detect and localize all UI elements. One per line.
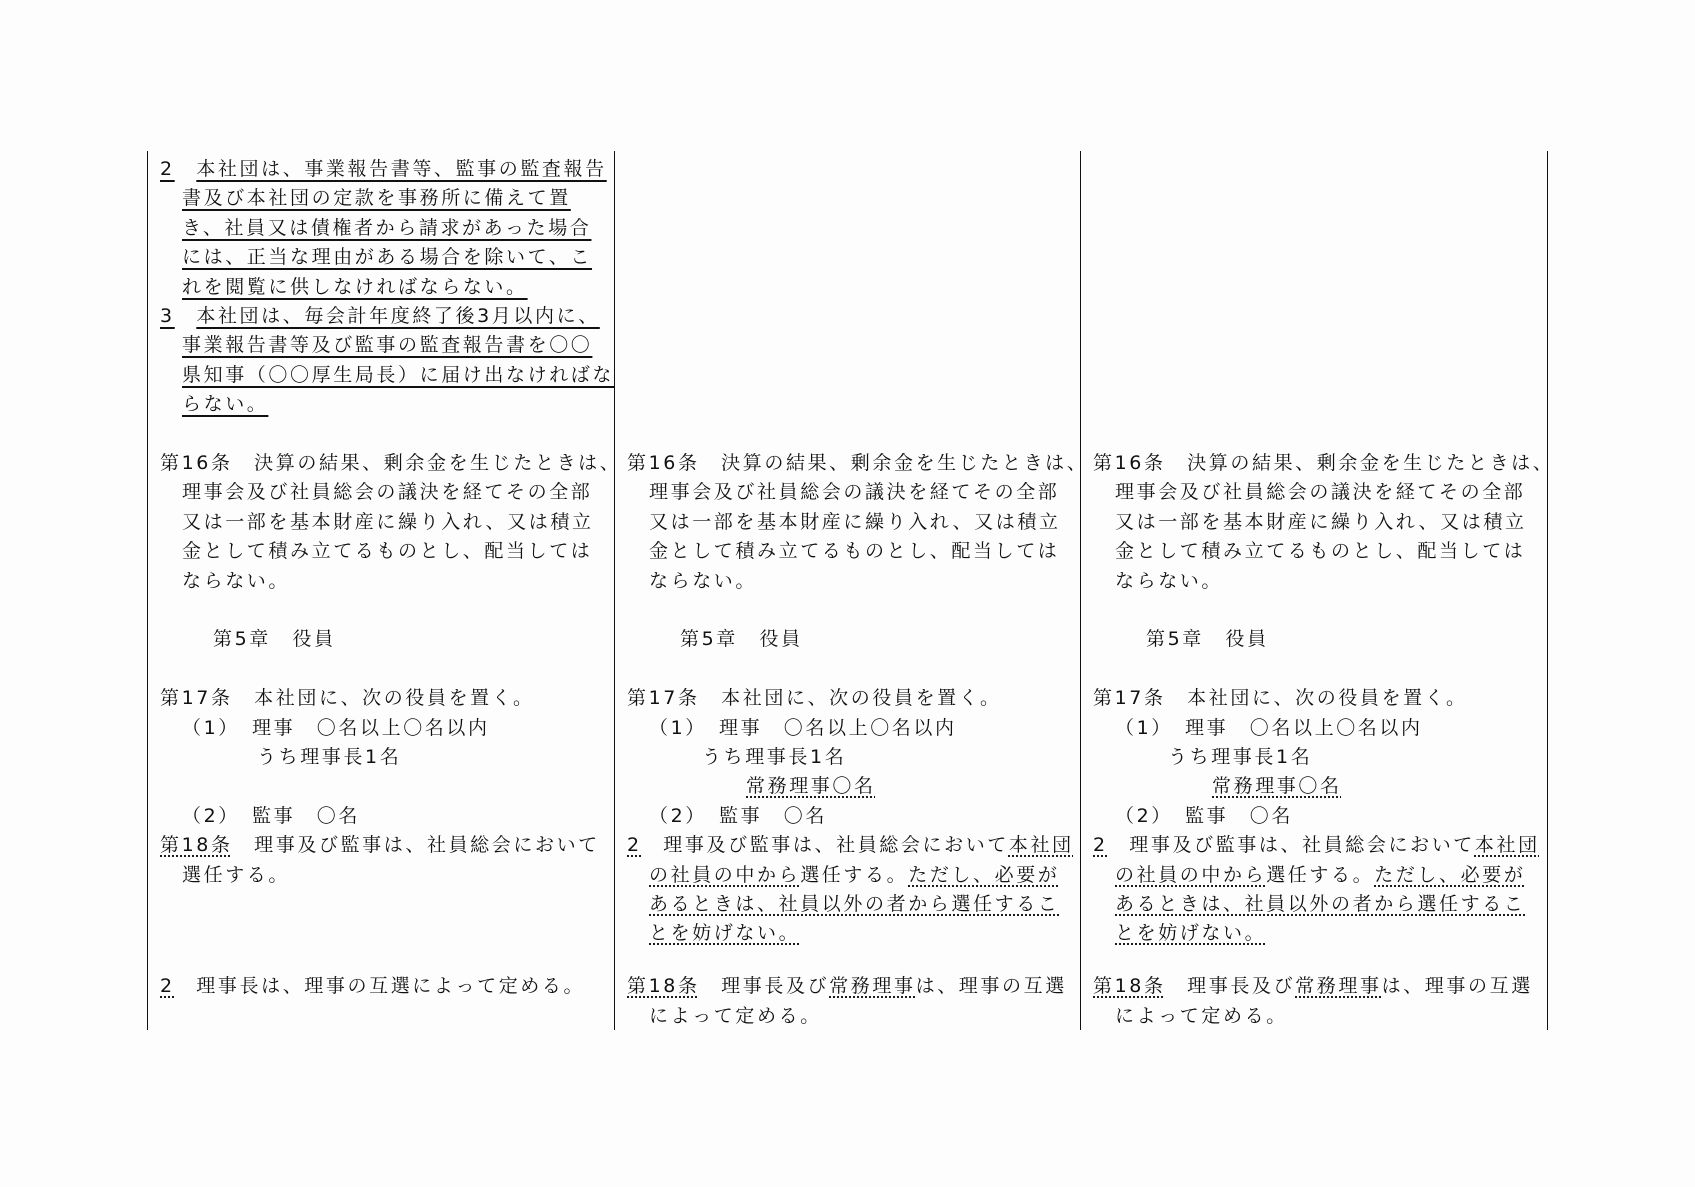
- text: 本社団は、事業報告書等、監事の監査報告: [196, 158, 607, 180]
- text-line: とを妨げない。: [1115, 922, 1267, 944]
- text: ただし、必要が: [908, 864, 1060, 886]
- article-number: 第18条: [1093, 975, 1166, 997]
- text: 理事長は、理事の互選によって定める。: [174, 975, 586, 997]
- text: 常務理事: [829, 975, 916, 997]
- text-line: ならない。: [182, 570, 291, 592]
- text: の社員の中から: [649, 864, 801, 886]
- column-divider: [1547, 151, 1548, 1030]
- text: [175, 305, 197, 327]
- text-line: （2） 監事 〇名: [649, 805, 827, 827]
- article-heading: 第17条 本社団に、次の役員を置く。: [1093, 687, 1468, 709]
- text-line: ならない。: [649, 570, 758, 592]
- text-line: 事業報告書等及び監事の監査報告書を〇〇: [182, 334, 593, 356]
- column-divider: [147, 151, 148, 1030]
- text-line: うち理事長1名: [257, 746, 402, 768]
- text: は、理事の互選: [915, 975, 1067, 997]
- text: 本社団は、毎会計年度終了後3月以内に、: [196, 305, 600, 327]
- paragraph-number: 2: [160, 158, 175, 180]
- text-line: うち理事長1名: [1168, 746, 1313, 768]
- text-line: 理事会及び社員総会の議決を経てその全部: [182, 481, 593, 503]
- text: の社員の中から: [1115, 864, 1267, 886]
- text: 理事及び監事は、社員総会において: [641, 834, 1009, 856]
- chapter-heading: 第5章 役員: [680, 628, 803, 650]
- paragraph-number: 2: [627, 834, 642, 856]
- text-line: （1） 理事 〇名以上〇名以内: [1115, 717, 1423, 739]
- text-line: によって定める。: [649, 1005, 822, 1027]
- text: 理事長及び: [699, 975, 830, 997]
- text-line: [1093, 831, 1540, 860]
- text: 理事及び監事は、社員総会において: [232, 834, 600, 856]
- text: 本社団: [1474, 834, 1540, 856]
- text: 本社団: [1008, 834, 1074, 856]
- article-number: 第18条: [627, 975, 700, 997]
- text-line: （1） 理事 〇名以上〇名以内: [649, 717, 957, 739]
- text-line: あるときは、社員以外の者から選任するこ: [1115, 893, 1526, 915]
- paragraph-number: 2: [1093, 834, 1108, 856]
- text-line: ならない。: [1115, 570, 1224, 592]
- article-heading: [160, 831, 600, 860]
- text: 理事長及び: [1165, 975, 1296, 997]
- text-line: （1） 理事 〇名以上〇名以内: [182, 717, 490, 739]
- text-line: 又は一部を基本財産に繰り入れ、又は積立: [649, 511, 1061, 533]
- chapter-heading: 第5章 役員: [213, 628, 336, 650]
- text-line: 書及び本社団の定款を事務所に備えて置: [182, 187, 571, 209]
- article-heading: [627, 972, 1067, 1001]
- text-line: （2） 監事 〇名: [1115, 805, 1293, 827]
- text-line: 又は一部を基本財産に繰り入れ、又は積立: [1115, 511, 1527, 533]
- column-divider: [1080, 151, 1081, 1030]
- text-line: 常務理事〇名: [746, 775, 876, 797]
- chapter-heading: 第5章 役員: [1146, 628, 1269, 650]
- article-number: 第18条: [160, 834, 233, 856]
- text-line: 理事会及び社員総会の議決を経てその全部: [649, 481, 1060, 503]
- article-heading: 第17条 本社団に、次の役員を置く。: [627, 687, 1002, 709]
- text-line: 金として積み立てるものとし、配当しては: [1115, 540, 1526, 562]
- text-line: うち理事長1名: [702, 746, 847, 768]
- text: 選任する。: [800, 864, 909, 886]
- text-line: 常務理事〇名: [1212, 775, 1342, 797]
- article-heading: 第16条 決算の結果、剰余金を生じたときは、: [627, 452, 1089, 474]
- text-line: [160, 972, 585, 1001]
- article-heading: 第16条 決算の結果、剰余金を生じたときは、: [1093, 452, 1555, 474]
- text-line: [160, 155, 607, 184]
- article-heading: [1093, 972, 1533, 1001]
- text-line: とを妨げない。: [649, 922, 801, 944]
- text-line: には、正当な理由がある場合を除いて、こ: [182, 246, 593, 268]
- text-line: あるときは、社員以外の者から選任するこ: [649, 893, 1060, 915]
- article-heading: 第16条 決算の結果、剰余金を生じたときは、: [160, 452, 622, 474]
- text-line: れを閲覧に供しなければならない。: [182, 276, 528, 298]
- text-line: 金として積み立てるものとし、配当しては: [649, 540, 1060, 562]
- text: [175, 158, 197, 180]
- text-line: （2） 監事 〇名: [182, 805, 360, 827]
- text-line: 県知事（〇〇厚生局長）に届け出なければな: [182, 364, 615, 386]
- text: 常務理事: [1295, 975, 1382, 997]
- text: 選任する。: [1266, 864, 1375, 886]
- column-divider: [614, 151, 615, 1030]
- text-line: 理事会及び社員総会の議決を経てその全部: [1115, 481, 1526, 503]
- text-line: [649, 861, 1059, 890]
- text: は、理事の互選: [1381, 975, 1533, 997]
- paragraph-number: 3: [160, 305, 175, 327]
- text-line: 金として積み立てるものとし、配当しては: [182, 540, 593, 562]
- text-line: [1115, 861, 1525, 890]
- paragraph-number: 2: [160, 975, 175, 997]
- text-line: らない。: [182, 393, 269, 415]
- text-line: 選任する。: [182, 864, 291, 886]
- article-heading: 第17条 本社団に、次の役員を置く。: [160, 687, 535, 709]
- text-line: 又は一部を基本財産に繰り入れ、又は積立: [182, 511, 594, 533]
- text: 理事及び監事は、社員総会において: [1107, 834, 1475, 856]
- text-line: によって定める。: [1115, 1005, 1288, 1027]
- text: ただし、必要が: [1374, 864, 1526, 886]
- text-line: [160, 302, 600, 331]
- text-line: [627, 831, 1074, 860]
- text-line: き、社員又は債権者から請求があった場合: [182, 217, 592, 239]
